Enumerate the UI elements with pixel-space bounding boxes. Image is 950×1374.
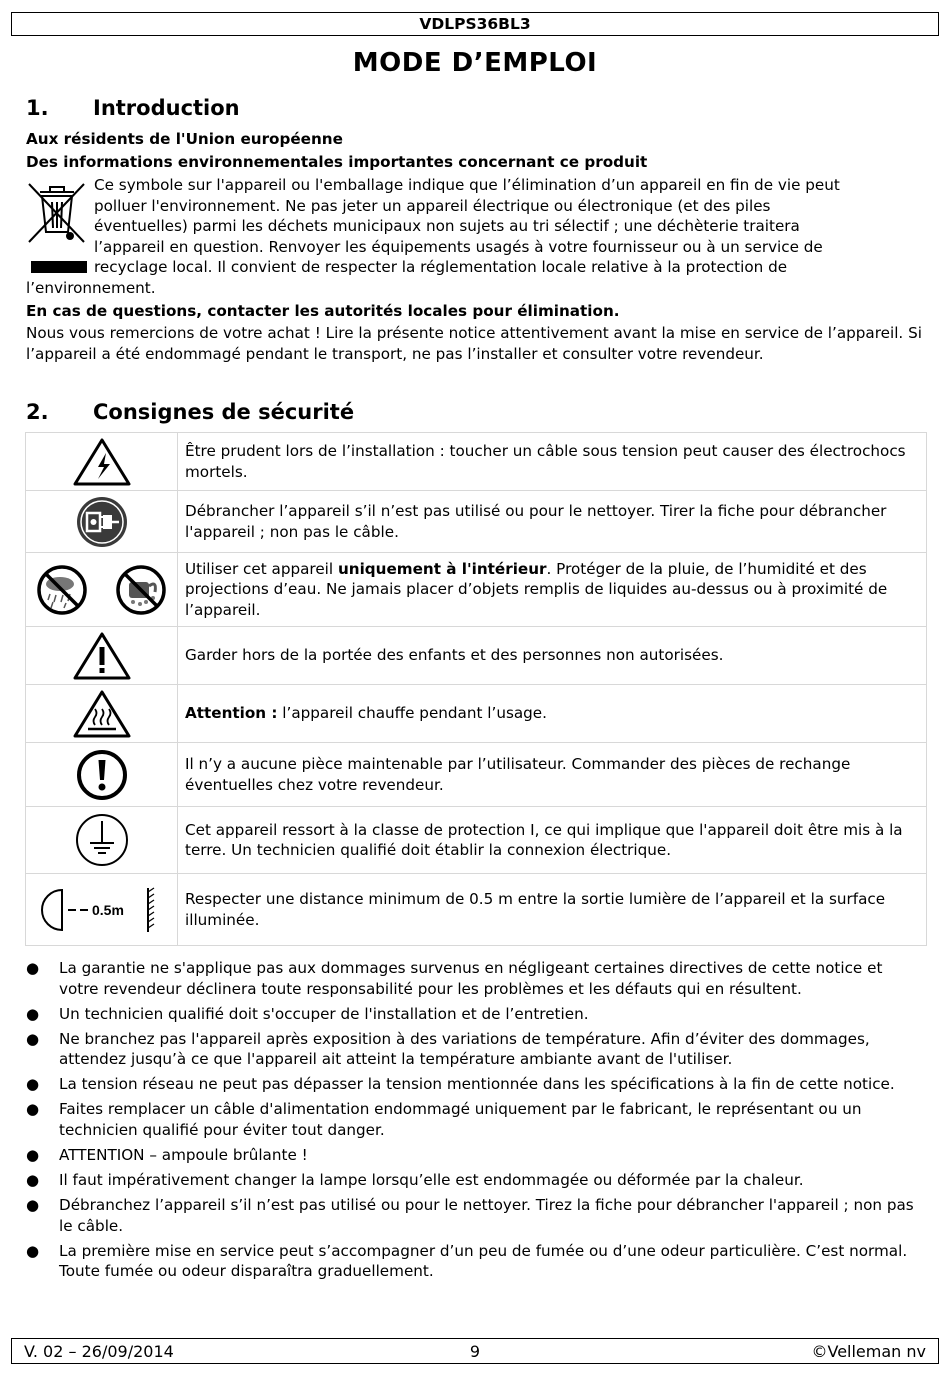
list-item — [26, 1145, 926, 1166]
safety-table — [25, 432, 927, 946]
section-2-heading — [26, 398, 354, 426]
list-item — [26, 958, 926, 999]
list-item — [26, 1195, 926, 1236]
questions-text: En cas de questions, contacter les autorités locales pour élimination. — [26, 302, 620, 320]
safety-text: Garder hors de la portée des enfants et des personnes non autorisées. — [178, 627, 927, 685]
footer-copyright: ©Velleman nv — [811, 1342, 926, 1361]
bullet-mark: ● — [26, 1171, 40, 1190]
safety-text: Respecter une distance minimum de 0.5 m entre la sortie lumière de l’appareil et la surface illuminée. — [178, 874, 927, 946]
bullet-mark: ● — [26, 1100, 40, 1119]
safety-text: Cet appareil ressort à la classe de protection I, ce qui implique que l'appareil doit être mis à la terre. Un technicien qualifié doit établir la connexion électrique. — [178, 807, 927, 874]
safety-row — [26, 433, 927, 491]
env-line: recyclage local. Il convient de respecter la réglementation locale relative à la protection de — [94, 258, 788, 276]
bullet-mark: ● — [26, 1145, 40, 1164]
env-line: l’environnement. — [26, 278, 156, 297]
bullet-text: ATTENTION – ampoule brûlante ! — [59, 1145, 308, 1164]
list-item — [26, 1170, 926, 1191]
safety-text — [178, 553, 927, 627]
bullet-mark: ● — [26, 959, 40, 977]
env-line: Ce symbole sur l'appareil ou l'emballage indique que l’élimination d’un appareil en fin de vie peut — [94, 176, 840, 194]
unplug-icon — [75, 495, 129, 549]
exclamation-circle-icon — [75, 748, 129, 802]
electric-shock-warning-icon — [72, 437, 132, 487]
safety-bullet-list — [26, 958, 926, 1286]
safety-text: Il n’y a aucune pièce maintenable par l’utilisateur. Commander des pièces de rechange éventuelles chez votre revendeur. — [178, 743, 927, 807]
list-item — [26, 1099, 926, 1140]
environment-text — [26, 175, 926, 298]
bullet-text: Il faut impérativement changer la lampe lorsqu’elle est endommagée ou déformée par la chaleur. — [59, 1171, 804, 1190]
safety-text: Débrancher l’appareil s’il n’est pas utilisé ou pour le nettoyer. Tirer la fiche pour débrancher l'appareil ; non pas le câble. — [178, 491, 927, 553]
section-2-title: Consignes de sécurité — [93, 400, 355, 424]
safety-row — [26, 807, 927, 874]
bullet-text: Faites remplacer un câble d'alimentation endommagé uniquement par le fabricant, le représentant ou un technicien qualifié pour éviter tout danger. — [59, 1100, 862, 1139]
safety-row — [26, 627, 927, 685]
footer-page-number: 9 — [469, 1342, 481, 1361]
list-item — [26, 1004, 926, 1025]
bullet-mark: ● — [26, 1241, 40, 1260]
distance-label: 0.5m — [91, 901, 124, 918]
hot-surface-icon — [72, 689, 132, 739]
bullet-mark: ● — [26, 1075, 40, 1094]
safety-row — [26, 874, 927, 946]
safety-row — [26, 491, 927, 553]
list-item — [26, 1029, 926, 1070]
safety-text: Être prudent lors de l’installation : toucher un câble sous tension peut causer des électrochocs mortels. — [178, 433, 927, 491]
indoor-use-only-icons — [26, 564, 177, 616]
bullet-mark: ● — [26, 1196, 40, 1215]
bullet-mark: ● — [26, 1029, 40, 1048]
header-model: VDLPS36BL3 — [11, 12, 939, 36]
bullet-text: La garantie ne s'applique pas aux dommages survenus en négligeant certaines directives de cette notice et votre revendeur déclinera toute responsabilité pour les problèmes et les défauts qui en résultent. — [59, 959, 883, 998]
bullet-text: La première mise en service peut s’accompagner d’un peu de fumée ou d’une odeur particulière. C’est normal. Toute fumée ou odeur disparaîtra graduellement. — [59, 1241, 908, 1281]
safety-row — [26, 743, 927, 807]
list-item — [26, 1241, 926, 1282]
page-title: MODE D’EMPLOI — [352, 48, 598, 78]
section-1-heading — [26, 94, 240, 122]
safety-row — [26, 553, 927, 627]
section-1-number: 1. — [26, 96, 49, 120]
safety-row — [26, 685, 927, 743]
page-footer — [11, 1338, 939, 1364]
attention-label: Attention : — [185, 704, 278, 723]
earth-ground-icon — [73, 811, 131, 869]
env-line: l’appareil en question. Renvoyer les équipements usagés à votre fournisseur ou à un service de — [94, 237, 823, 256]
env-line: polluer l'environnement. Ne pas jeter un appareil électrique ou électronique (et des piles — [94, 196, 771, 215]
environment-heading: Des informations environnementales importantes concernant ce produit — [26, 153, 648, 171]
thanks-paragraph: Nous vous remercions de votre achat ! Lire la présente notice attentivement avant la mise en service de l’appareil. Si l’appareil a été endommagé pendant le transport, ne pas l’installer et consulter votre revendeur. — [26, 324, 922, 363]
eu-residents-heading: Aux résidents de l'Union européenne — [26, 130, 343, 148]
bullet-text: Ne branchez pas l'appareil après exposition à des variations de température. Afin d’éviter des dommages, attendez jusqu’à ce que l'appareil ait atteint la température ambiante avant de l'utiliser. — [59, 1029, 870, 1069]
general-warning-icon — [72, 631, 132, 681]
indoor-only-emphasis: uniquement à l'intérieur — [337, 559, 547, 578]
section-1-title: Introduction — [93, 96, 240, 120]
bullet-text: La tension réseau ne peut pas dépasser la tension mentionnée dans les spécifications à la fin de cette notice. — [59, 1075, 895, 1094]
list-item — [26, 1074, 926, 1095]
bullet-text: Débranchez l’appareil s’il n’est pas utilisé ou pour le nettoyer. Tirez la fiche pour débrancher l'appareil ; non pas le câble. — [59, 1196, 914, 1235]
safety-text-part: l’appareil chauffe pendant l’usage. — [277, 704, 547, 723]
bullet-text: Un technicien qualifié doit s'occuper de l'installation et de l’entretien. — [59, 1004, 589, 1023]
safety-text-part: . Protéger de la pluie, de l’humidité et des projections d’eau. Ne jamais placer d’objets remplis de liquides au-dessus ou à proximité de l’appareil. — [185, 559, 888, 619]
env-line: éventuelles) parmi les déchets municipaux non sujets au tri sélectif ; une déchèterie traitera — [94, 217, 800, 235]
no-rain-icon — [36, 564, 88, 616]
safety-text-part: Utiliser cet appareil — [185, 559, 338, 578]
bullet-mark: ● — [26, 1004, 40, 1023]
footer-version: V. 02 – 26/09/2014 — [24, 1342, 174, 1361]
safety-text — [178, 685, 927, 743]
no-water-splash-icon — [115, 564, 167, 616]
section-2-number: 2. — [26, 400, 49, 424]
minimum-distance-icon — [40, 884, 164, 936]
